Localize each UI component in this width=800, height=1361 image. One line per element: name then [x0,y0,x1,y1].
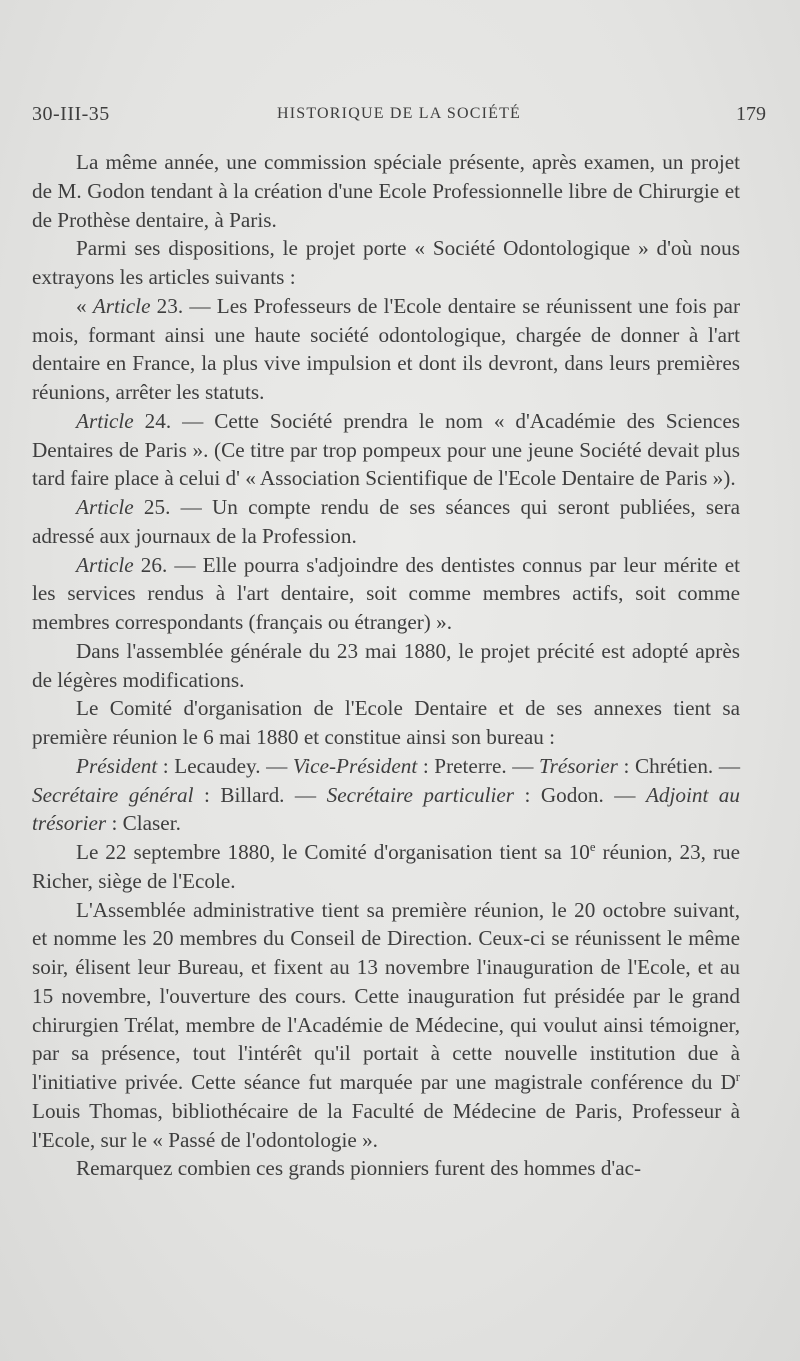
paragraph-article-24 [32,407,740,493]
paragraph-dispositions: Parmi ses dispositions, le projet porte « Société Odontologique » d'où nous extrayons les articles suivants : [32,236,740,289]
name-tresorier: : Chrétien. — [617,753,741,778]
body-text [32,148,740,1183]
article-label: Article [92,293,151,318]
september-text-a: Le 22 septembre 1880, le Comité d'organisation tient sa 10 [76,840,590,864]
running-head [32,103,766,133]
september-text-b: réunion, 23, rue Richer, siège de l'Ecole. [32,840,740,893]
article-25-text: 25. — Un compte rendu de ses séances qui seront publiées, sera adressé aux journaux de la Profession. [32,495,740,548]
article-label: Article [76,495,134,519]
paragraph-administrative [32,896,740,1155]
title-adjoint-tresorier: Adjoint au trésorier [32,782,740,836]
article-23-text: 23. — Les Professeurs de l'Ecole dentaire se réunissent une fois par mois, formant ainsi une haute société odontologique, chargée de donner à l'art dentaire en France, la plus vive impulsion et dont ils devront, dans leurs premières réunions, arrêter les statuts. [32,293,741,404]
paragraph-pioneers: Remarquez combien ces grands pionniers furent des hommes d'ac- [76,1156,642,1181]
paragraph-september [32,838,740,896]
name-vice-president: : Preterre. — [417,753,540,778]
running-title: HISTORIQUE DE LA SOCIÉTÉ [276,105,522,122]
article-label: Article [76,552,134,577]
paragraph-bureau [32,752,740,838]
paragraph-comite: Le Comité d'organisation de l'Ecole Dentaire et de ses annexes tient sa première réunion le 6 mai 1880 et constitue ainsi son bureau : [32,696,740,749]
title-vice-president: Vice-Président [292,753,418,778]
title-president: Président [76,753,158,778]
open-quote: « [76,293,93,318]
paragraph-article-23 [32,292,740,407]
title-tresorier: Trésorier [539,753,618,778]
article-label: Article [76,408,134,433]
title-secretaire-particulier: Secrétaire particulier [326,782,514,807]
name-secretaire-particulier: : Godon. — [514,782,646,807]
title-secretaire-general: Secrétaire général [32,782,194,807]
article-24-text: 24. — Cette Société prendra le nom « d'Académie des Sciences Dentaires de Paris ». (Ce titre par trop pompeux pour une jeune Société devait plus tard faire place à celui d' « Association Scientifique de l'Ecole Dentaire de Paris »). [32,408,740,491]
paragraph-article-26 [32,551,740,637]
name-secretaire-general: : Billard. — [193,782,327,807]
administrative-text-b: Louis Thomas, bibliothécaire de la Faculté de Médecine de Paris, Professeur à l'Ecole, sur le « Passé de l'odontologie ». [32,1098,740,1152]
name-president: : Lecaudey. — [157,753,293,778]
ordinal-superscript: e [589,839,596,854]
page-number: 179 [736,103,766,125]
paragraph-assembly: Dans l'assemblée générale du 23 mai 1880, le projet précité est adopté après de légères modifications. [32,638,740,692]
paragraph-commission: La même année, une commission spéciale présente, après examen, un projet de M. Godon tendant à la création d'une Ecole Professionnelle libre de Chirurgie et de Prothèse dentaire, à Paris. [32,150,740,232]
administrative-text-a: L'Assemblée administrative tient sa première réunion, le 20 octobre suivant, et nomme les 20 membres du Conseil de Direction. Ceux-ci se réunissent le même soir, élisent leur Bureau, et fixent au 13 novembre l'inauguration de l'Ecole, et au 15 novembre, l'ouverture des cours. Cette inauguration fut présidée par le grand chirurgien Trélat, membre de l'Académie de Médecine, qui voulut ainsi témoigner, par sa présence, tout l'intérêt qu'il portait à cette nouvelle institution due à l'initiative privée. Cette séance fut marquée par une magistrale conférence du D [32,897,740,1094]
article-26-text: 26. — Elle pourra s'adjoindre des dentistes connus par leur mérite et les services rendus à l'art dentaire, soit comme membres actifs, soit comme membres correspondants (français ou étranger) ». [32,552,740,634]
paragraph-article-25 [32,493,740,551]
date-reference: 30-III-35 [32,103,110,125]
doctor-superscript: r [735,1069,740,1084]
name-adjoint-tresorier: : Claser. [106,811,181,836]
